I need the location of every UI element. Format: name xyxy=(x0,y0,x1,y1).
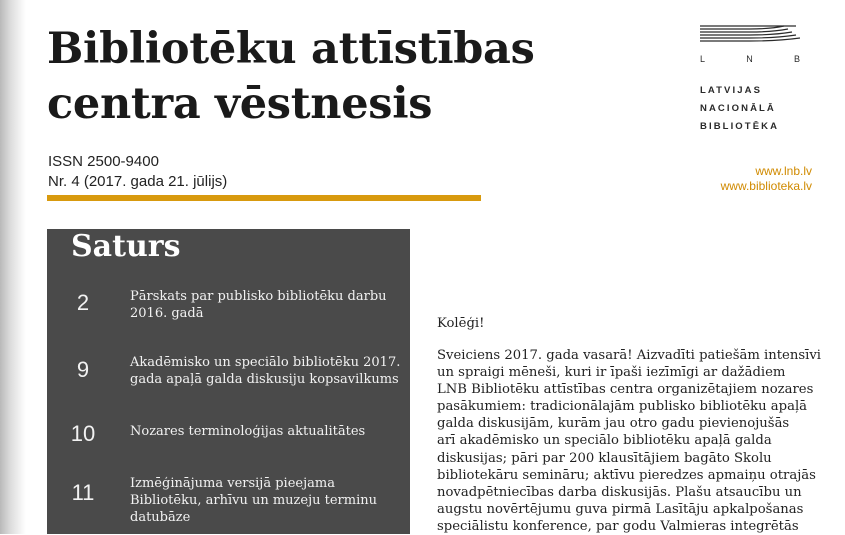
letter-line: speciālistu konference, par godu Valmieras integrētās xyxy=(437,518,799,534)
toc-item-title: Akadēmisko un speciālo bibliotēku 2017. gada apaļā galda diskusiju kopsavilkums xyxy=(130,355,401,387)
logo-line-latvijas: LATVIJAS xyxy=(700,85,763,96)
letter-line: galda diskusijām, kurām jau otro gadu pievienojušās xyxy=(437,416,790,432)
toc-page-number: 2 xyxy=(76,290,90,315)
toc-item-title: Nozares terminoloģijas aktualitātes xyxy=(130,424,366,439)
toc-item-title: Pārskats par publisko bibliotēku darbu 2016. gadā xyxy=(130,289,387,321)
table-of-contents xyxy=(47,229,410,534)
letter-body xyxy=(437,347,821,535)
toc-page-number: 11 xyxy=(71,480,95,505)
letter-line: Sveiciens 2017. gada vasarā! Aizvadīti patiešām intensīvi xyxy=(437,348,821,363)
letter-line: arī akadēmisko un speciālo bibliotēku apaļā galda xyxy=(437,433,772,449)
toc-heading: Saturs xyxy=(71,229,181,264)
logo-line-nacionala: NACIONĀLĀ xyxy=(700,103,776,114)
letter-line: novadpētniecības darba diskusijās. Plašu atsaucību un xyxy=(437,484,802,500)
letter-line: augstu novērtējumu guva pirmā Lasītāju apkalpošanas xyxy=(437,501,804,517)
logo-line-biblioteka: BIBLIOTĒKA xyxy=(700,121,780,132)
page-edge-shadow xyxy=(0,0,26,534)
letter-greeting: Kolēģi! xyxy=(437,316,485,331)
toc-item-title: Izmēģinājuma versijā pieejama Bibliotēku, arhīvu un muzeju terminu datubāze xyxy=(130,476,377,525)
title-line-2: centra vēstnesis xyxy=(47,79,433,129)
website-links xyxy=(680,164,812,194)
link-biblioteka[interactable]: www.biblioteka.lv xyxy=(720,179,812,193)
toc-page-number: 10 xyxy=(70,421,96,446)
accent-rule xyxy=(47,195,481,201)
lnb-logo xyxy=(700,24,800,132)
letter-line: bibliotekāru semināru; aktīvu pieredzes apmaiņu otrajās xyxy=(437,467,816,483)
issn-number: ISSN 2500-9400 xyxy=(48,153,159,170)
letter-line: un spraigi mēneši, kuri ir īpaši iezīmīgi ar dažādiem xyxy=(437,365,786,381)
letter-line: LNB Bibliotēku attīstības centra organizētajiem nozares xyxy=(437,382,814,398)
link-lnb[interactable]: www.lnb.lv xyxy=(755,164,812,178)
logo-abbreviation: L N B xyxy=(700,54,800,64)
newsletter-title xyxy=(47,22,667,132)
letter-line: diskusijas; pāri par 200 klausītājiem bagāto Skolu xyxy=(437,450,772,466)
title-line-1: Bibliotēku attīstības xyxy=(47,24,535,74)
toc-page-number: 9 xyxy=(76,357,90,382)
letter-line: pasākumiem: tradicionālajām publisko bibliotēku apaļā xyxy=(437,399,808,415)
book-lines-icon xyxy=(700,24,800,44)
issue-number: Nr. 4 (2017. gada 21. jūlijs) xyxy=(48,173,228,190)
